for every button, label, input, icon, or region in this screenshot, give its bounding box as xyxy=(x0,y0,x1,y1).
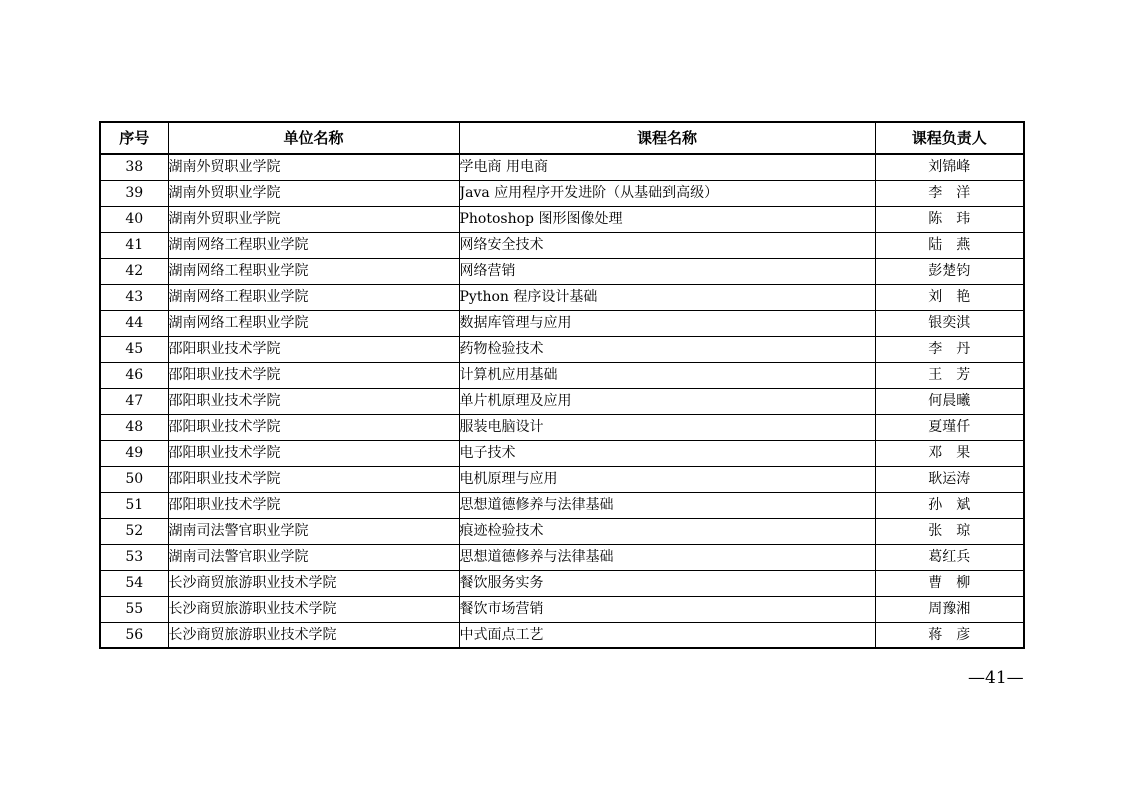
cell-course-name: Photoshop 图形图像处理 xyxy=(459,206,875,232)
cell-course-name: 网络安全技术 xyxy=(459,232,875,258)
cell-serial-number: 41 xyxy=(100,232,168,258)
cell-unit-name: 长沙商贸旅游职业技术学院 xyxy=(168,570,459,596)
cell-course-leader: 邓 果 xyxy=(875,440,1024,466)
table-row xyxy=(100,570,1024,596)
cell-unit-name: 湖南司法警官职业学院 xyxy=(168,544,459,570)
header-unit-name: 单位名称 xyxy=(168,122,459,154)
cell-course-name: 数据库管理与应用 xyxy=(459,310,875,336)
cell-unit-name: 湖南网络工程职业学院 xyxy=(168,258,459,284)
cell-unit-name: 湖南网络工程职业学院 xyxy=(168,284,459,310)
cell-serial-number: 48 xyxy=(100,414,168,440)
cell-course-name: 单片机原理及应用 xyxy=(459,388,875,414)
cell-course-leader: 李 丹 xyxy=(875,336,1024,362)
cell-course-leader: 王 芳 xyxy=(875,362,1024,388)
cell-course-name: 餐饮市场营销 xyxy=(459,596,875,622)
cell-course-leader: 何晨曦 xyxy=(875,388,1024,414)
cell-course-leader: 银奕淇 xyxy=(875,310,1024,336)
table-row xyxy=(100,258,1024,284)
table-row xyxy=(100,596,1024,622)
cell-course-leader: 周豫湘 xyxy=(875,596,1024,622)
cell-course-leader: 孙 斌 xyxy=(875,492,1024,518)
cell-course-name: 药物检验技术 xyxy=(459,336,875,362)
cell-serial-number: 53 xyxy=(100,544,168,570)
cell-course-leader: 葛红兵 xyxy=(875,544,1024,570)
table-row xyxy=(100,518,1024,544)
cell-unit-name: 湖南司法警官职业学院 xyxy=(168,518,459,544)
cell-serial-number: 56 xyxy=(100,622,168,648)
table-row xyxy=(100,414,1024,440)
cell-serial-number: 54 xyxy=(100,570,168,596)
header-course-name: 课程名称 xyxy=(459,122,875,154)
cell-course-leader: 曹 柳 xyxy=(875,570,1024,596)
table-row xyxy=(100,466,1024,492)
cell-unit-name: 湖南网络工程职业学院 xyxy=(168,232,459,258)
cell-course-leader: 李 洋 xyxy=(875,180,1024,206)
cell-unit-name: 长沙商贸旅游职业技术学院 xyxy=(168,622,459,648)
table-row xyxy=(100,336,1024,362)
cell-course-leader: 彭楚钧 xyxy=(875,258,1024,284)
cell-unit-name: 邵阳职业技术学院 xyxy=(168,388,459,414)
page-number: —41— xyxy=(968,668,1024,688)
cell-course-name: 服装电脑设计 xyxy=(459,414,875,440)
cell-serial-number: 47 xyxy=(100,388,168,414)
header-course-leader: 课程负责人 xyxy=(875,122,1024,154)
cell-unit-name: 邵阳职业技术学院 xyxy=(168,492,459,518)
cell-serial-number: 51 xyxy=(100,492,168,518)
cell-course-leader: 夏瑾仟 xyxy=(875,414,1024,440)
cell-course-name: 痕迹检验技术 xyxy=(459,518,875,544)
cell-course-name: 计算机应用基础 xyxy=(459,362,875,388)
cell-course-name: Java 应用程序开发进阶（从基础到高级） xyxy=(459,180,875,206)
cell-unit-name: 邵阳职业技术学院 xyxy=(168,466,459,492)
table-row xyxy=(100,388,1024,414)
cell-serial-number: 50 xyxy=(100,466,168,492)
cell-unit-name: 长沙商贸旅游职业技术学院 xyxy=(168,596,459,622)
cell-course-name: 学电商 用电商 xyxy=(459,154,875,180)
header-row xyxy=(100,122,1024,154)
cell-unit-name: 邵阳职业技术学院 xyxy=(168,362,459,388)
table-row xyxy=(100,622,1024,648)
table-row xyxy=(100,310,1024,336)
cell-course-name: 思想道德修养与法律基础 xyxy=(459,492,875,518)
cell-serial-number: 46 xyxy=(100,362,168,388)
cell-course-leader: 刘 艳 xyxy=(875,284,1024,310)
cell-unit-name: 邵阳职业技术学院 xyxy=(168,336,459,362)
cell-course-name: 网络营销 xyxy=(459,258,875,284)
cell-serial-number: 40 xyxy=(100,206,168,232)
cell-serial-number: 45 xyxy=(100,336,168,362)
cell-course-name: 电机原理与应用 xyxy=(459,466,875,492)
cell-serial-number: 43 xyxy=(100,284,168,310)
header-serial-number: 序号 xyxy=(100,122,168,154)
table-header xyxy=(100,122,1024,154)
cell-serial-number: 38 xyxy=(100,154,168,180)
cell-unit-name: 湖南外贸职业学院 xyxy=(168,206,459,232)
cell-course-name: 思想道德修养与法律基础 xyxy=(459,544,875,570)
cell-unit-name: 邵阳职业技术学院 xyxy=(168,414,459,440)
table-row xyxy=(100,544,1024,570)
cell-course-leader: 陆 燕 xyxy=(875,232,1024,258)
table-row xyxy=(100,284,1024,310)
table-row xyxy=(100,440,1024,466)
cell-serial-number: 44 xyxy=(100,310,168,336)
table-row xyxy=(100,180,1024,206)
cell-unit-name: 湖南外贸职业学院 xyxy=(168,154,459,180)
cell-serial-number: 39 xyxy=(100,180,168,206)
table-body xyxy=(100,154,1024,648)
cell-serial-number: 52 xyxy=(100,518,168,544)
cell-course-name: 电子技术 xyxy=(459,440,875,466)
cell-course-leader: 刘锦峰 xyxy=(875,154,1024,180)
table-row xyxy=(100,206,1024,232)
cell-course-leader: 蒋 彦 xyxy=(875,622,1024,648)
cell-course-leader: 耿运涛 xyxy=(875,466,1024,492)
table-row xyxy=(100,154,1024,180)
cell-course-name: Python 程序设计基础 xyxy=(459,284,875,310)
table-row xyxy=(100,232,1024,258)
cell-course-leader: 张 琼 xyxy=(875,518,1024,544)
table-row xyxy=(100,362,1024,388)
cell-course-leader: 陈 玮 xyxy=(875,206,1024,232)
table-row xyxy=(100,492,1024,518)
cell-serial-number: 55 xyxy=(100,596,168,622)
course-table xyxy=(99,121,1025,649)
cell-serial-number: 49 xyxy=(100,440,168,466)
cell-serial-number: 42 xyxy=(100,258,168,284)
cell-course-name: 中式面点工艺 xyxy=(459,622,875,648)
cell-course-name: 餐饮服务实务 xyxy=(459,570,875,596)
cell-unit-name: 湖南外贸职业学院 xyxy=(168,180,459,206)
cell-unit-name: 邵阳职业技术学院 xyxy=(168,440,459,466)
cell-unit-name: 湖南网络工程职业学院 xyxy=(168,310,459,336)
